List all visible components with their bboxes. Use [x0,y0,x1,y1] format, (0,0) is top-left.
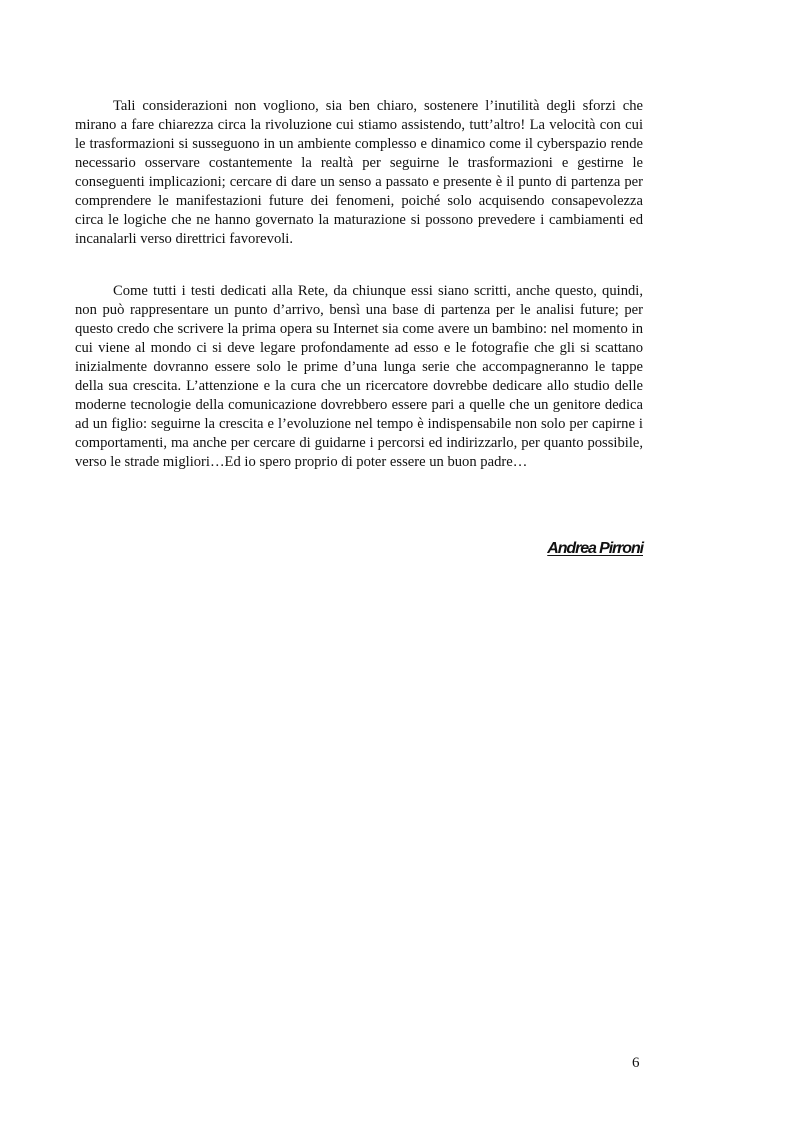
author-signature: Andrea Pirroni [547,540,643,557]
body-paragraph-2: Come tutti i testi dedicati alla Rete, da chiunque essi siano scritti, anche questo, quindi, non può rappresentare un punto d’arrivo, bensì una base di partenza per le analisi future; per questo credo che scrivere la prima opera su Internet sia come avere un bambino: nel momento in cui viene al mondo ci si deve legare profondamente ad esso e le fotografie che gli si scattano inizialmente dovranno essere solo le prime d’una lunga serie che accompagneranno le tappe della sua crescita. L’attenzione e la cura che un ricercatore dovrebbe dedicare allo studio delle moderne tecnologie della comunicazione dovrebbero essere pari a quelle che un genitore dedica ad un figlio: seguirne la crescita e l’evoluzione nel tempo è indispensabile non solo per capirne i comportamenti, ma anche per cercare di guidarne i percorsi ed indirizzarlo, per quanto possibile, verso le strade migliori…Ed io spero proprio di poter essere un buon padre… [75,283,643,470]
body-paragraph-1: Tali considerazioni non vogliono, sia ben chiaro, sostenere l’inutilità degli sforzi che mirano a fare chiarezza circa la rivoluzione cui stiamo assistendo, tutt’altro! La velocità con cui le trasformazioni si susseguono in un ambiente complesso e dinamico come il cyberspazio rende necessario osservare costantemente la realtà per seguirne le trasformazioni e gestirne le conseguenti implicazioni; cercare di dare un senso a passato e presente è il punto di partenza per comprendere le manifestazioni future dei fenomeni, poiché solo acquisendo consapevolezza circa le logiche che ne hanno governato la maturazione si possono prevedere i cambiamenti ed incanalarli verso direttrici favorevoli. [75,98,643,247]
page-number: 6 [632,1055,640,1071]
